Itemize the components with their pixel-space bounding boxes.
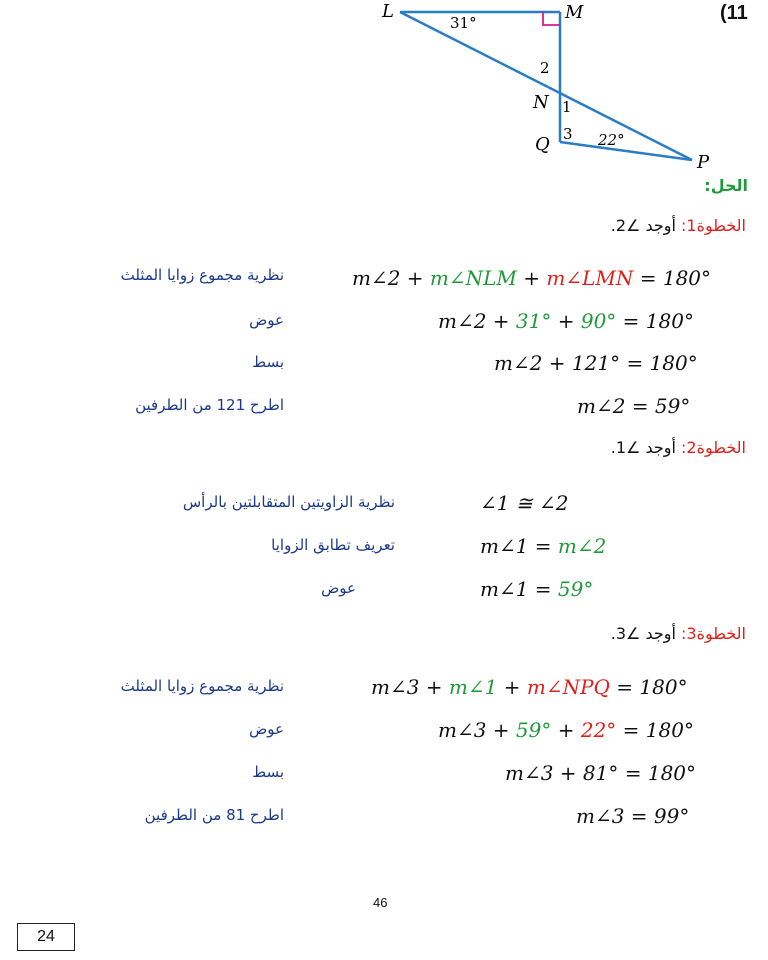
point-l-label: L (382, 1, 394, 22)
eq-part: 59° (515, 718, 552, 742)
point-q-label: Q (535, 134, 550, 155)
step1-equation-4: m∠2 = 59° (577, 394, 691, 418)
step1-equation-1 (352, 266, 711, 290)
eq-part: 90° (580, 309, 617, 333)
step1-heading (611, 216, 746, 235)
step2-equation-2 (480, 534, 606, 558)
eq-part: m∠2 (557, 534, 607, 558)
point-n-label: N (533, 92, 549, 113)
point-m-label: M (565, 2, 584, 23)
angle-3-label: 3 (563, 125, 573, 143)
eq-part: m∠1 = (480, 577, 558, 601)
right-angle-marker (543, 12, 560, 25)
step2-reason-1: نظرية الزاويتين المتقابلتين بالرأس (182, 493, 395, 511)
eq-part: m∠2 + (438, 309, 516, 333)
eq-part: 22° (580, 718, 617, 742)
angle-1-label: 1 (562, 98, 572, 116)
eq-part: = 180° (633, 266, 712, 290)
geometry-figure (360, 0, 720, 180)
step3-equation-4: m∠3 = 99° (576, 804, 690, 828)
eq-part: = 180° (616, 718, 694, 742)
page-number-center: 46 (373, 895, 388, 910)
step3-equation-2 (438, 718, 694, 742)
eq-part: + (497, 675, 527, 699)
point-p-label: P (697, 152, 710, 173)
step3-heading (611, 624, 746, 643)
step1-equation-2 (438, 309, 694, 333)
eq-part: m∠LMN (546, 266, 634, 290)
step3-heading-text: أوجد ∠3. (610, 624, 676, 643)
angle-31-label: 31° (450, 14, 477, 32)
step1-equation-3: m∠2 + 121° = 180° (494, 351, 698, 375)
eq-part: m∠3 + (371, 675, 449, 699)
eq-part: 59° (557, 577, 594, 601)
question-number: (11 (720, 2, 748, 24)
step3-equation-3: m∠3 + 81° = 180° (505, 761, 697, 785)
step2-heading-text: أوجد ∠1. (610, 438, 676, 457)
step3-heading-label: الخطوة3: (681, 624, 746, 643)
step1-reason-1: نظرية مجموع زوايا المثلث (120, 266, 284, 284)
eq-part: = 180° (616, 309, 694, 333)
eq-part: 31° (515, 309, 552, 333)
eq-part: = 180° (609, 675, 688, 699)
eq-part: m∠NLM (429, 266, 517, 290)
eq-part: m∠NPQ (526, 675, 610, 699)
step3-equation-1 (371, 675, 688, 699)
step2-heading-label: الخطوة2: (681, 438, 746, 457)
step3-reason-1: نظرية مجموع زوايا المثلث (120, 677, 284, 695)
angle-22-label: 22° (598, 131, 625, 149)
eq-part: + (551, 718, 581, 742)
angle-2-label: 2 (540, 59, 550, 77)
page-number-box: 24 (17, 923, 75, 951)
step3-reason-4: اطرح 81 من الطرفين (144, 806, 284, 824)
step1-heading-text: أوجد ∠2. (610, 216, 676, 235)
step1-reason-3: بسط (252, 353, 284, 371)
step2-heading (611, 438, 746, 457)
step2-equation-1: ∠1 ≅ ∠2 (480, 491, 569, 515)
step1-reason-4: اطرح 121 من الطرفين (135, 396, 284, 414)
step2-reason-3: عوض (321, 579, 356, 597)
solution-label: الحل: (704, 176, 748, 195)
step3-reason-2: عوض (249, 720, 284, 738)
eq-part: m∠2 + (352, 266, 430, 290)
step2-equation-3 (480, 577, 593, 601)
step3-reason-3: بسط (252, 763, 284, 781)
eq-part: + (551, 309, 581, 333)
step2-reason-2: تعريف تطابق الزوايا (271, 536, 395, 554)
eq-part: m∠1 = (480, 534, 558, 558)
step1-reason-2: عوض (249, 311, 284, 329)
eq-part: m∠1 (448, 675, 498, 699)
step1-heading-label: الخطوة1: (681, 216, 746, 235)
eq-part: m∠3 + (438, 718, 516, 742)
eq-part: + (516, 266, 547, 290)
